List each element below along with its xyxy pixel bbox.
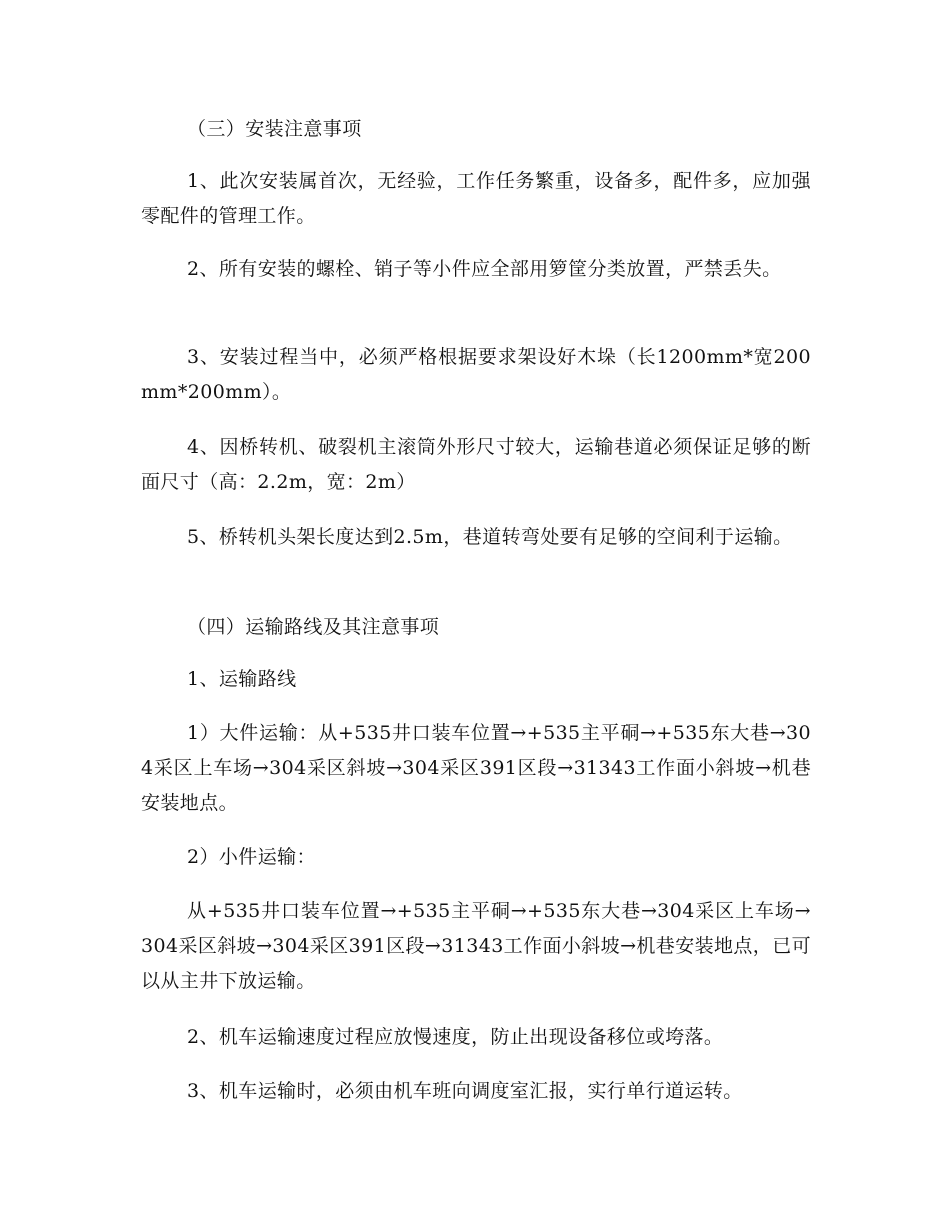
paragraph-route-heading: 1、运输路线: [187, 668, 297, 690]
paragraph-transport-speed: 2、机车运输速度过程应放慢速度，防止出现设备移位或垮落。: [187, 1026, 724, 1048]
paragraph-transport-reporting: 3、机车运输时，必须由机车班向调度室汇报，实行单行道运转。: [187, 1080, 743, 1102]
section-heading-transport-route: （四）运输路线及其注意事项: [187, 616, 440, 638]
paragraph-note-4: 4、因桥转机、破裂机主滚筒外形尺寸较大，运输巷道必须保证足够的断面尺寸（高：2.2m，宽：2m）: [141, 436, 811, 493]
paragraph-small-parts-route: 从+535井口装车位置→+535主平硐→+535东大巷→304采区上车场→304采区斜坡→304采区391区段→31343工作面小斜坡→机巷安装地点，已可以从主井下放运输。: [141, 900, 811, 992]
paragraph-note-3: 3、安装过程当中，必须严格根据要求架设好木垛（长1200mm*宽200mm*200mm）。: [141, 346, 811, 403]
paragraph-note-2: 2、所有安装的螺栓、销子等小件应全部用箩筐分类放置，严禁丢失。: [187, 258, 782, 280]
paragraph-note-5: 5、桥转机头架长度达到2.5m，巷道转弯处要有足够的空间利于运输。: [187, 526, 793, 548]
paragraph-small-parts-heading: 2）小件运输：: [187, 846, 316, 868]
paragraph-large-parts-route: 1）大件运输：从+535井口装车位置→+535主平硐→+535东大巷→304采区上车场→304采区斜坡→304采区391区段→31343工作面小斜坡→机巷安装地点。: [141, 722, 811, 814]
paragraph-note-1: 1、此次安装属首次，无经验，工作任务繁重，设备多，配件多，应加强零配件的管理工作。: [141, 170, 811, 227]
section-heading-installation-notes: （三）安装注意事项: [187, 118, 362, 140]
